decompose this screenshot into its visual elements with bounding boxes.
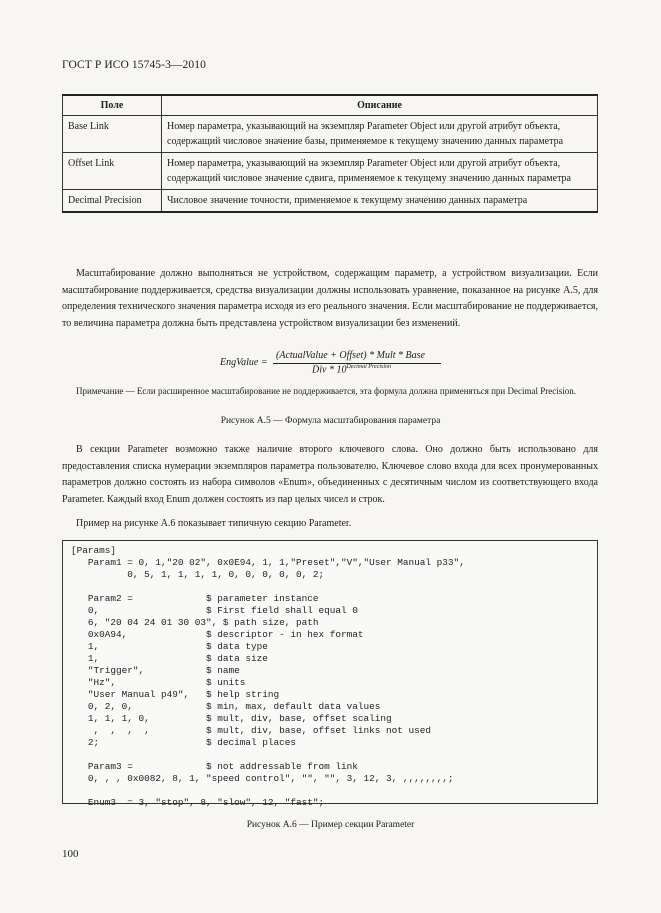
formula-exponent: Decimal Precision <box>346 364 392 370</box>
field-description-cell: Числовое значение точности, применяемое к текущему значению данных параметра <box>162 190 598 213</box>
column-header-field: Поле <box>63 95 162 116</box>
figure-a6-caption: Рисунок А.6 — Пример секции Parameter <box>246 820 415 830</box>
table-row <box>63 153 598 190</box>
formula-denominator: Div * $10^{Decimal Precision}$ <box>312 364 392 376</box>
scaling-paragraph: Масштабирование должно выполняться не устройством, содержащим параметр, а устройством визуализации. Если масштабирование поддерживается, средства визуализации должны использовать уравнение, показанное на рисунке А.5, для определения технического значения параметра исходя из его реального значения. Если масштабирование не поддерживается, то величина параметра должна быть представлена устройством визуализации без изменений. <box>62 268 598 329</box>
code-example-box <box>62 540 598 808</box>
figure-a5-caption: Рисунок А.5 — Формула масштабирования параметра <box>220 416 441 426</box>
field-description-cell: Номер параметра, указывающий на экземпляр Parameter Object или другой атрибут объекта, содержащий числовое значение базы, применяемое к текущему значению данных параметра <box>162 116 598 153</box>
field-name-cell: Base Link <box>63 116 162 153</box>
example-intro-paragraph: Пример на рисунке А.6 показывает типичную секцию Parameter. <box>76 518 352 529</box>
page-number: 100 <box>62 848 79 860</box>
formula-numerator: (ActualValue + Offset) * Mult * Base <box>276 350 425 361</box>
field-name-cell: Offset Link <box>63 153 162 190</box>
table-row <box>63 190 598 213</box>
table-header-row <box>63 95 598 116</box>
field-name-cell: Decimal Precision <box>63 190 162 213</box>
field-description-cell: Номер параметра, указывающий на экземпляр Parameter Object или другой атрибут объекта, содержащий числовое значение сдвига, применяемое к текущему значению данных параметра <box>162 153 598 190</box>
formula-lhs: EngValue = <box>220 357 268 368</box>
column-header-description: Описание <box>162 95 598 116</box>
table-row <box>63 116 598 153</box>
document-header: ГОСТ Р ИСО 15745-3—2010 <box>62 59 206 71</box>
scaling-formula <box>220 348 470 382</box>
parameter-fields-table <box>62 94 598 213</box>
code-listing: [Params] Param1 = 0, 1,"20 02", 0x0E94, 1, 1,"Preset","V","User Manual p33", 0, 5, 1, 1, 1, 1, 0, 0, 0, 0, 0, 2; Param2 = $ parameter instance 0, $ First field shall equal 0 6, "20 04 24 01 30 03", $ path size, path 0x0A94, $ descriptor - in hex format 1, $ data type 1, $ data size "Trigger", $ name "Hz", $ units "User Manual p49", $ help string 0, 2, 0, $ min, max, default data values 1, 1, 1, 0, $ mult, div, base, offset scaling , , , , $ mult, div, base, offset links not used 2; $ decimal places Param3 = $ not addressable from link 0, , , 0x0082, 8, 1, "speed control", "", "", 3, 12, 3, ,,,,,,,,; Enum3 = 3, "stop", 8, "slow", 12, "fast"; <box>71 545 465 808</box>
enum-paragraph: В секции Parameter возможно также наличие второго ключевого слова. Оно должно быть использовано для предоставления списка нумерации экземпляров параметра пользователю. Ключевое слово входа для всех пронумерованных параметров должно состоять из набора символов «Enum», объединенных с десятичным числом из соответствующего входа Parameter. Каждый вход Enum должен состоять из пар целых чисел и строк. <box>62 444 598 505</box>
note-text: Примечание — Если расширенное масштабирование не поддерживается, эта формула должна применяться при Decimal Precision. <box>76 386 576 396</box>
